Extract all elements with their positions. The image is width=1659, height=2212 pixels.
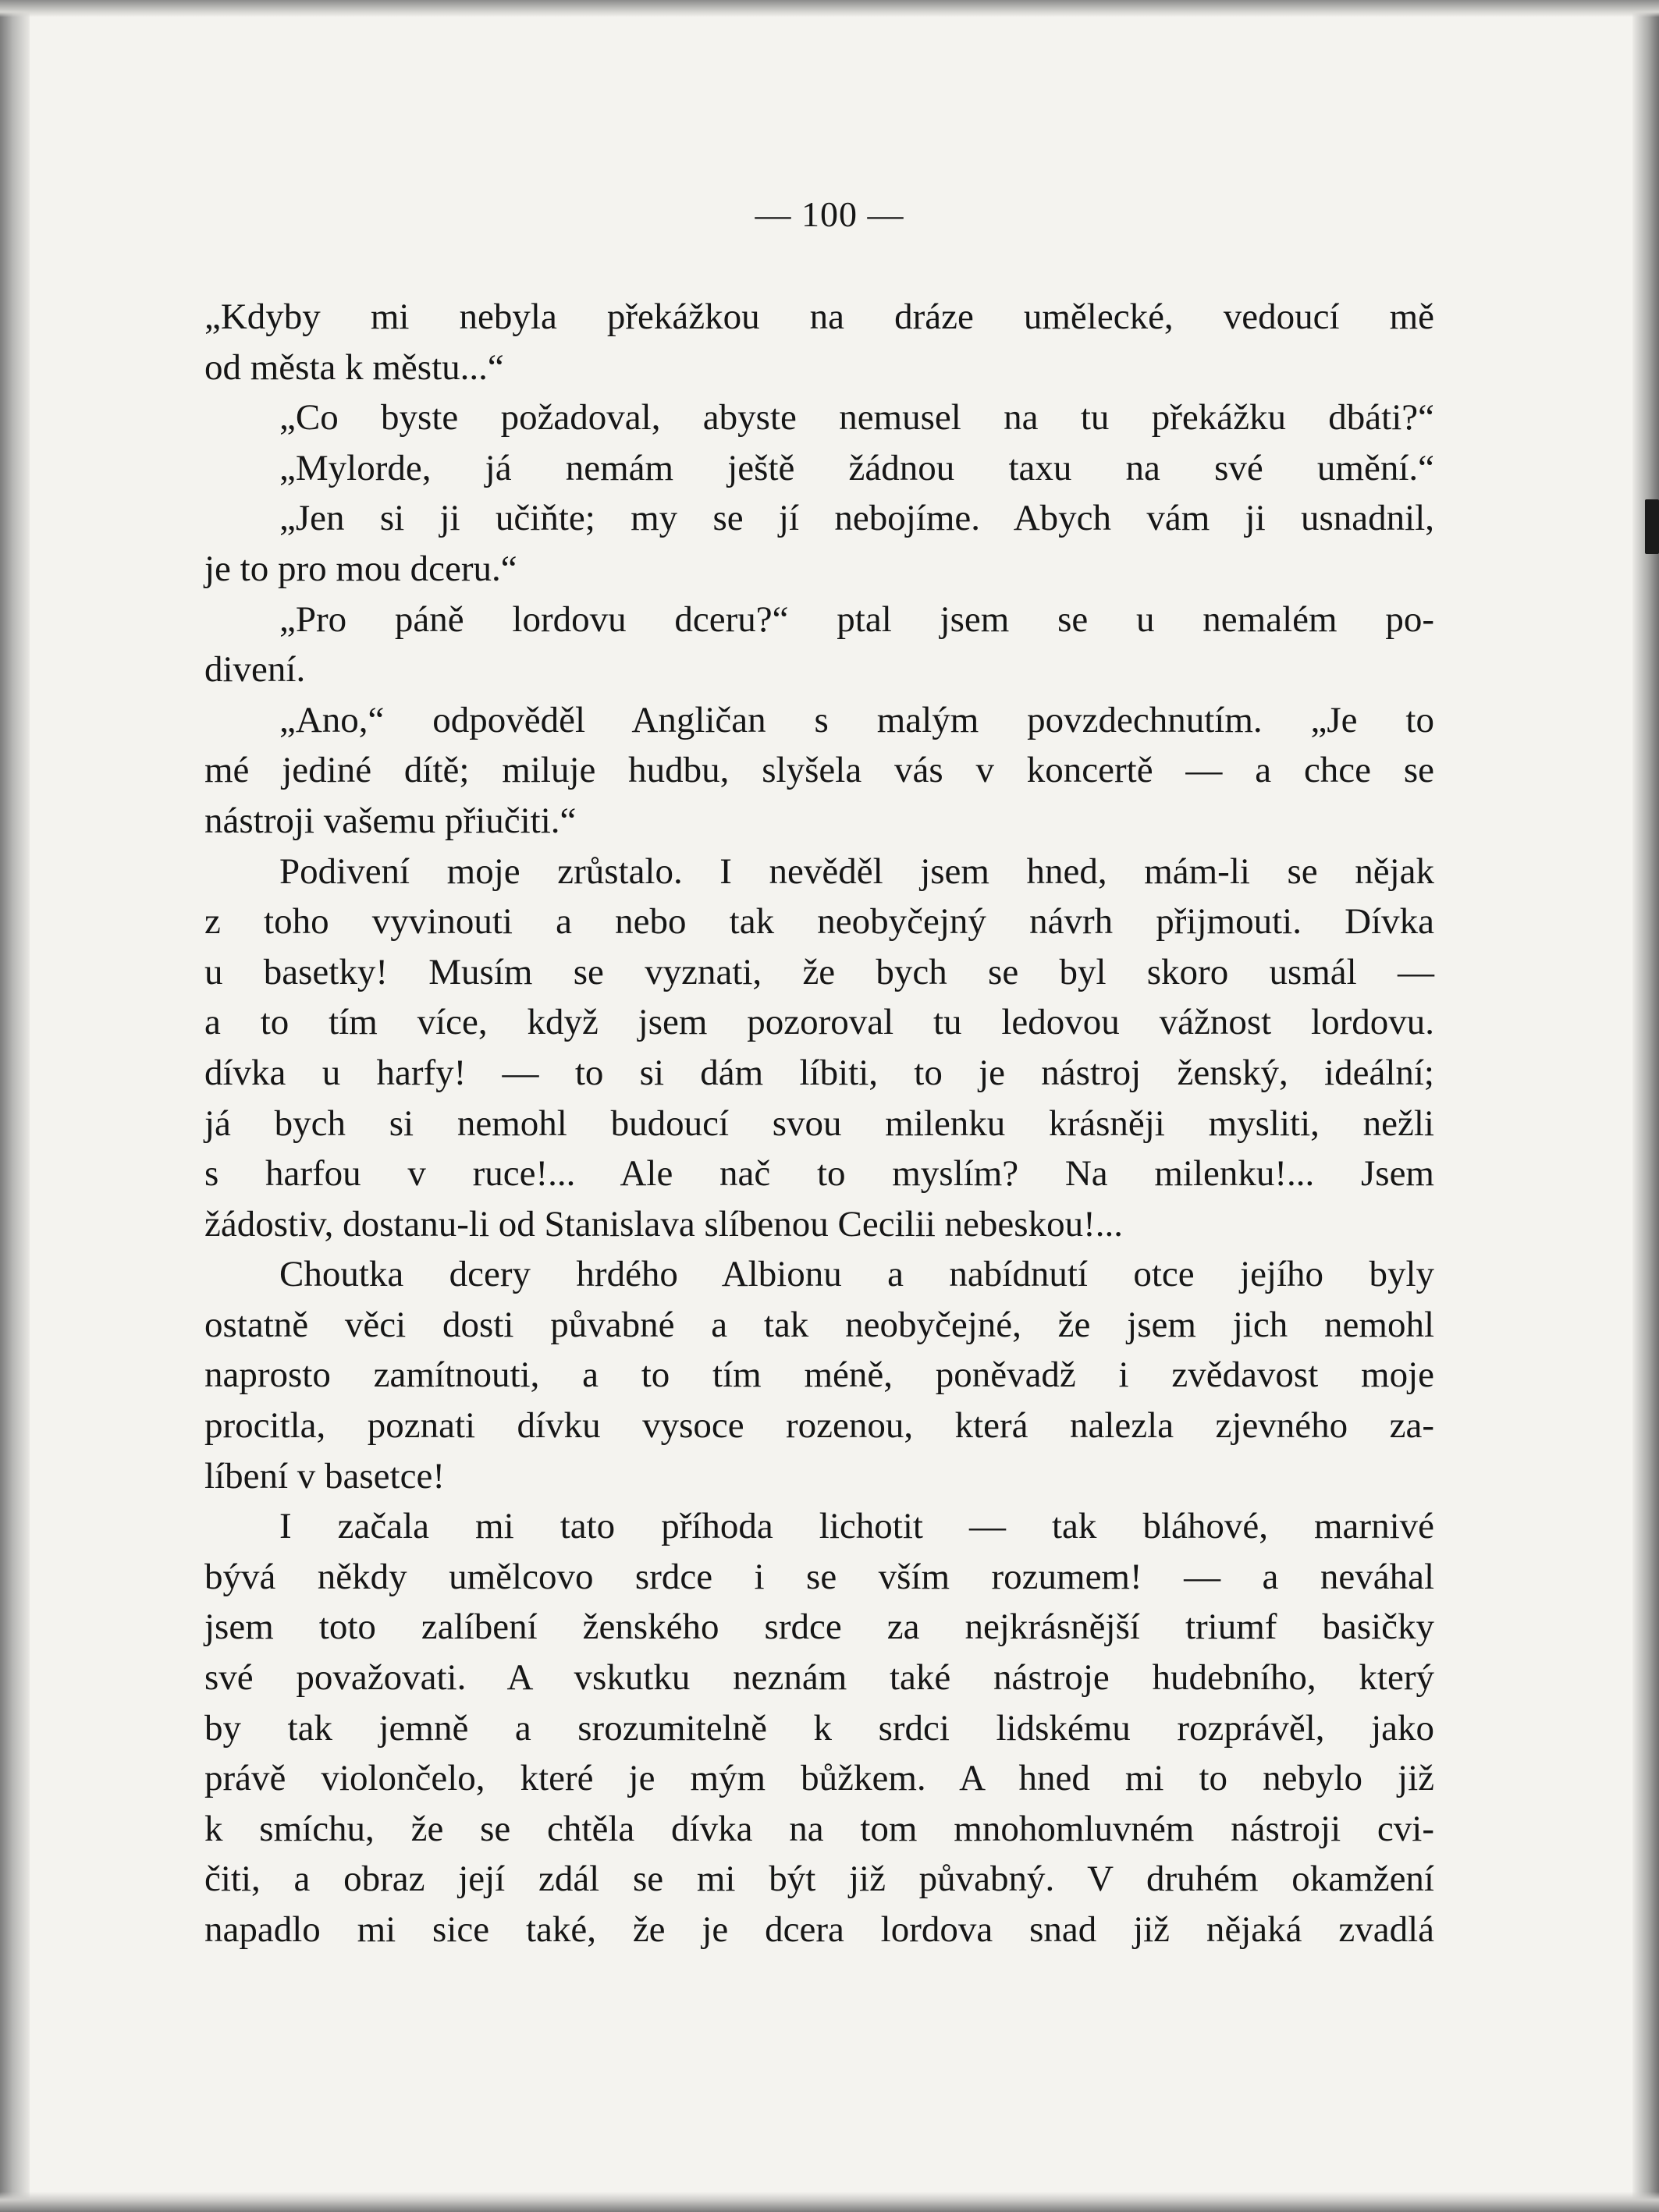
scan-edge-right [1632,0,1659,2212]
scan-edge-mark [1645,499,1659,554]
text-line: naprosto zamítnouti, a to tím méně, poněvadž i zvědavost moje [204,1355,1434,1396]
scan-edge-left [0,0,30,2212]
text-line: procitla, poznati dívku vysoce rozenou, která nalezla zjevného za- [204,1405,1434,1447]
text-line: Choutka dcery hrdého Albionu a nabídnutí otce jejího byly [279,1254,1434,1295]
text-line: líbení v basetce! [204,1455,445,1497]
text-line: I začala mi tato příhoda lichotit — tak bláhové, marnivé [279,1506,1434,1547]
text-line: „Jen si ji učiňte; my se jí nebojíme. Abych vám ji usnadnil, [279,498,1434,539]
text-line: právě violončelo, které je mým bůžkem. A hned mi to nebylo již [204,1758,1434,1799]
text-line: „Mylorde, já nemám ještě žádnou taxu na své umění.“ [279,447,1434,488]
text-line: by tak jemně a srozumitelně k srdci lidskému rozprávěl, jako [204,1707,1434,1749]
text-line: napadlo mi sice také, že je dcera lordova snad již nějaká zvadlá [204,1909,1434,1950]
scan-edge-top [0,0,1659,17]
text-line: divení. [204,649,306,691]
text-line: „Kdyby mi nebyla překážkou na dráze umělecké, vedoucí mě [204,296,1434,337]
text-line: jsem toto zalíbení ženského srdce za nejkrásnější triumf basičky [204,1607,1434,1648]
text-line: a to tím více, když jsem pozoroval tu ledovou vážnost lordovu. [204,1002,1434,1043]
text-line: Podivení moje zrůstalo. I nevěděl jsem hned, mám-li se nějak [279,850,1434,892]
scan-edge-bottom [0,2192,1659,2212]
text-line: „Co byste požadoval, abyste nemusel na tu překážku dbáti?“ [279,397,1434,438]
text-line: své považovati. A vskutku neznám také nástroje hudebního, který [204,1657,1434,1699]
text-line: od města k městu...“ [204,346,504,388]
page-number: — 100 — [755,194,904,234]
text-line: mé jediné dítě; miluje hudbu, slyšela vás v koncertě — a chce se [204,750,1434,791]
text-line: „Pro páně lordovu dceru?“ ptal jsem se u nemalém po- [279,598,1434,640]
text-line: u basetky! Musím se vyznati, že bych se byl skoro usmál — [204,951,1434,992]
body-text [204,292,1434,1955]
text-line: „Ano,“ odpověděl Angličan s malým povzdechnutím. „Je to [279,699,1434,740]
text-line: dívka u harfy! — to si dám líbiti, to je nástroj ženský, ideální; [204,1052,1434,1093]
text-line: čiti, a obraz její zdál se mi být již půvabný. V druhém okamžení [204,1859,1434,1900]
text-line: s harfou v ruce!... Ale nač to myslím? Na milenku!... Jsem [204,1153,1434,1195]
text-line: je to pro mou dceru.“ [204,548,517,589]
text-line: k smíchu, že se chtěla dívka na tom mnohomluvném nástroji cvi- [204,1808,1434,1849]
text-line: ostatně věci dosti půvabné a tak neobyčejné, že jsem jich nemohl [204,1304,1434,1345]
text-line: nástroji vašemu přiučiti.“ [204,800,577,841]
text-line: žádostiv, dostanu-li od Stanislava slíbenou Cecilii nebeskou!... [204,1203,1123,1244]
text-line: bývá někdy umělcovo srdce i se vším rozumem! — a neváhal [204,1556,1434,1597]
text-line: z toho vyvinouti a nebo tak neobyčejný návrh přijmouti. Dívka [204,901,1434,943]
text-line: já bych si nemohl budoucí svou milenku krásněji mysliti, nežli [204,1102,1434,1144]
